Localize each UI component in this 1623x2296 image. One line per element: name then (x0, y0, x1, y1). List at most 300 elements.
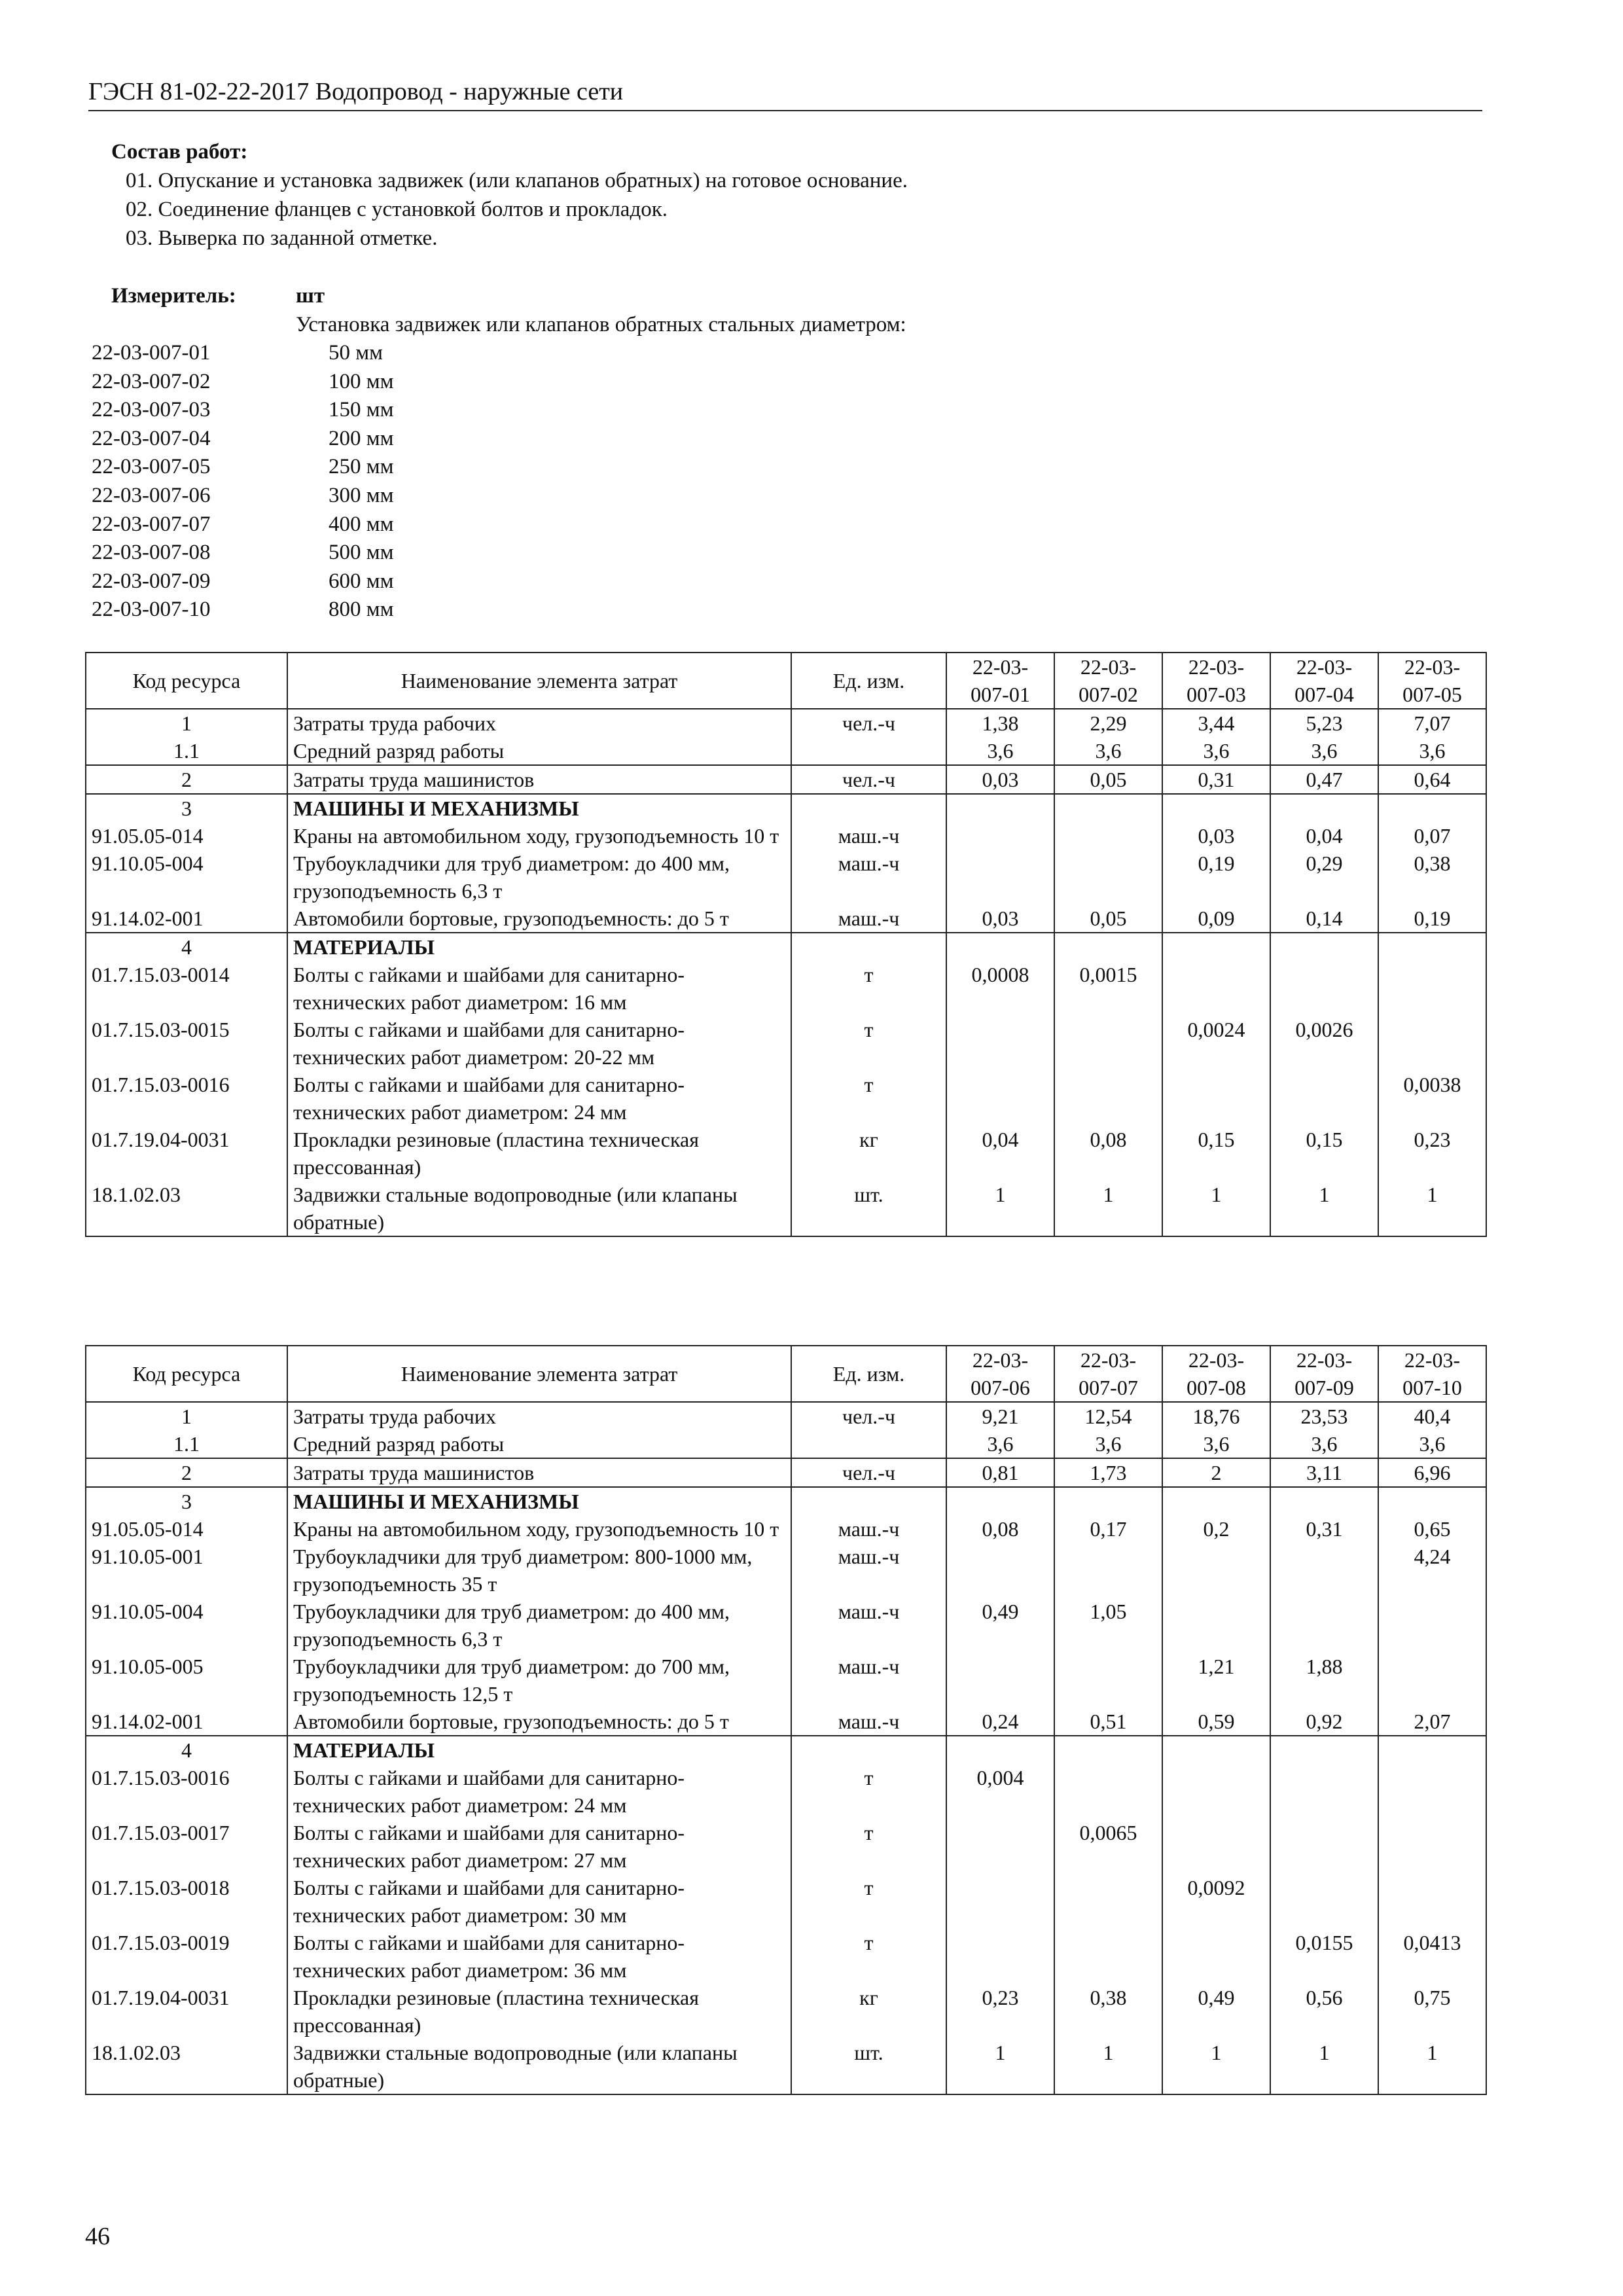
resource-code: 01.7.19.04-0031 (86, 1984, 287, 2039)
resource-value: 0,14 (1270, 905, 1378, 933)
resource-unit: маш.-ч (791, 1515, 946, 1543)
resource-value: 1,88 (1270, 1653, 1378, 1708)
resource-value (1054, 1736, 1162, 1764)
resource-value: 0,23 (1378, 1126, 1486, 1181)
resource-name: Болты с гайками и шайбами для санитарно-технических работ диаметром: 36 мм (287, 1929, 791, 1984)
resource-value (1054, 822, 1162, 850)
resource-table-1 (85, 652, 1487, 1237)
resource-value: 0,51 (1054, 1708, 1162, 1736)
resource-value: 0,75 (1378, 1984, 1486, 2039)
table-row (86, 1402, 1486, 1430)
resource-value (1162, 1819, 1270, 1874)
table-row (86, 765, 1486, 794)
resource-value: 6,96 (1378, 1458, 1486, 1487)
resource-value: 1 (946, 2039, 1054, 2094)
resource-value (1054, 1487, 1162, 1515)
resource-value: 0,0092 (1162, 1874, 1270, 1929)
resource-value: 3,6 (1378, 737, 1486, 765)
norm-diameter: 50 мм (329, 341, 383, 365)
resource-name: Прокладки резиновые (пластина техническая прессованная) (287, 1126, 791, 1181)
resource-name: Болты с гайками и шайбами для санитарно-технических работ диаметром: 27 мм (287, 1819, 791, 1874)
resource-value (946, 1819, 1054, 1874)
resource-value (946, 1929, 1054, 1984)
norm-code: 22-03-007-07 (92, 512, 211, 536)
resource-value (1270, 1874, 1378, 1929)
resource-value (1162, 1543, 1270, 1598)
resource-unit: чел.-ч (791, 1458, 946, 1487)
resource-name: МАШИНЫ И МЕХАНИЗМЫ (287, 1487, 791, 1515)
header-norm-part: 22-03- (1188, 1348, 1245, 1372)
resource-unit: шт. (791, 1181, 946, 1236)
resource-value: 0,03 (946, 905, 1054, 933)
resource-value (946, 1874, 1054, 1929)
resource-value: 5,23 (1270, 709, 1378, 737)
resource-unit: маш.-ч (791, 1543, 946, 1598)
table-row (86, 737, 1486, 765)
resource-name: Задвижки стальные водопроводные (или клапаны обратные) (287, 2039, 791, 2094)
resource-code: 1.1 (86, 1430, 287, 1458)
resource-value: 0,49 (1162, 1984, 1270, 2039)
resource-value (946, 1487, 1054, 1515)
resource-unit: т (791, 961, 946, 1016)
header-code: Код ресурса (86, 653, 287, 709)
resource-value: 0,24 (946, 1708, 1054, 1736)
resource-value: 0,81 (946, 1458, 1054, 1487)
resource-value: 0,29 (1270, 850, 1378, 905)
resource-value: 0,23 (946, 1984, 1054, 2039)
resource-value: 0,31 (1270, 1515, 1378, 1543)
resource-value (1378, 933, 1486, 961)
resource-value: 1 (946, 1181, 1054, 1236)
resource-name: Затраты труда машинистов (287, 1458, 791, 1487)
work-item: 01. Опускание и установка задвижек (или клапанов обратных) на готовое основание. (126, 169, 908, 192)
resource-unit: т (791, 1874, 946, 1929)
header-name: Наименование элемента затрат (287, 653, 791, 709)
table-row (86, 1181, 1486, 1236)
norm-diameter: 150 мм (329, 398, 394, 422)
resource-code: 18.1.02.03 (86, 1181, 287, 1236)
resource-value: 2 (1162, 1458, 1270, 1487)
norm-code: 22-03-007-02 (92, 369, 211, 393)
header-norm-part: 22-03- (1296, 655, 1353, 679)
work-item: 03. Выверка по заданной отметке. (126, 226, 438, 250)
resource-name: Болты с гайками и шайбами для санитарно-технических работ диаметром: 24 мм (287, 1071, 791, 1126)
resource-value (1270, 1819, 1378, 1874)
table-row (86, 822, 1486, 850)
resource-value: 0,07 (1378, 822, 1486, 850)
resource-value: 2,07 (1378, 1708, 1486, 1736)
table-row (86, 1543, 1486, 1598)
resource-value: 3,6 (1270, 1430, 1378, 1458)
resource-name: Трубоукладчики для труб диаметром: до 400 мм, грузоподъемность 6,3 т (287, 850, 791, 905)
header-norm-column (1378, 653, 1486, 709)
resource-value: 3,44 (1162, 709, 1270, 737)
resource-code: 1.1 (86, 737, 287, 765)
table-row (86, 1071, 1486, 1126)
resource-value: 1,21 (1162, 1653, 1270, 1708)
resource-code: 4 (86, 933, 287, 961)
norm-diameter: 600 мм (329, 569, 394, 593)
resource-name: Болты с гайками и шайбами для санитарно-технических работ диаметром: 30 мм (287, 1874, 791, 1929)
norm-codes-list (92, 339, 394, 624)
resource-value (946, 794, 1054, 822)
resource-code: 91.14.02-001 (86, 1708, 287, 1736)
resource-code: 1 (86, 709, 287, 737)
resource-code: 91.10.05-004 (86, 1598, 287, 1653)
table-row (86, 1764, 1486, 1819)
resource-name: Задвижки стальные водопроводные (или клапаны обратные) (287, 1181, 791, 1236)
table-row (86, 905, 1486, 933)
resource-value (1162, 1598, 1270, 1653)
norm-diameter: 500 мм (329, 541, 394, 565)
resource-value: 1 (1378, 1181, 1486, 1236)
resource-value (946, 1543, 1054, 1598)
resource-code: 91.14.02-001 (86, 905, 287, 933)
header-norm-part: 007-02 (1079, 683, 1138, 706)
resource-value: 0,04 (946, 1126, 1054, 1181)
resource-value: 3,11 (1270, 1458, 1378, 1487)
resource-value: 3,6 (1378, 1430, 1486, 1458)
resource-name: Болты с гайками и шайбами для санитарно-технических работ диаметром: 20-22 мм (287, 1016, 791, 1071)
resource-name: МАШИНЫ И МЕХАНИЗМЫ (287, 794, 791, 822)
resource-value (1162, 1071, 1270, 1126)
resource-value: 1 (1054, 1181, 1162, 1236)
resource-value (1270, 1071, 1378, 1126)
measure-unit: шт (296, 284, 325, 308)
table-row (86, 2039, 1486, 2094)
resource-value: 0,0413 (1378, 1929, 1486, 1984)
resource-unit: маш.-ч (791, 1653, 946, 1708)
resource-value: 7,07 (1378, 709, 1486, 737)
resource-value: 0,92 (1270, 1708, 1378, 1736)
resource-value: 0,49 (946, 1598, 1054, 1653)
resource-value: 0,56 (1270, 1984, 1378, 2039)
resource-code: 91.10.05-005 (86, 1653, 287, 1708)
table-row (86, 1598, 1486, 1653)
resource-unit (791, 1430, 946, 1458)
resource-value: 0,0015 (1054, 961, 1162, 1016)
norm-diameter: 100 мм (329, 369, 394, 393)
header-norm-part: 22-03- (1188, 655, 1245, 679)
resource-value (1054, 1764, 1162, 1819)
header-norm-part: 22-03- (972, 655, 1029, 679)
norm-code: 22-03-007-08 (92, 541, 211, 565)
resource-value: 18,76 (1162, 1402, 1270, 1430)
resource-value (1378, 1736, 1486, 1764)
table-row (86, 1458, 1486, 1487)
resource-code: 01.7.15.03-0015 (86, 1016, 287, 1071)
resource-value (946, 1736, 1054, 1764)
resource-value: 0,47 (1270, 765, 1378, 794)
norm-diameter: 400 мм (329, 512, 394, 536)
resource-value: 3,6 (1054, 1430, 1162, 1458)
table-row (86, 1984, 1486, 2039)
table-row (86, 1487, 1486, 1515)
resource-value: 40,4 (1378, 1402, 1486, 1430)
resource-value: 1,38 (946, 709, 1054, 737)
resource-name: МАТЕРИАЛЫ (287, 1736, 791, 1764)
resource-value: 1 (1270, 1181, 1378, 1236)
resource-value (1054, 1874, 1162, 1929)
header-norm-column (1054, 1346, 1162, 1402)
resource-value (1378, 1653, 1486, 1708)
header-norm-part: 22-03- (1296, 1348, 1353, 1372)
resource-value (1054, 1929, 1162, 1984)
resource-value (1378, 794, 1486, 822)
resource-value: 3,6 (1054, 737, 1162, 765)
resource-unit: шт. (791, 2039, 946, 2094)
norm-code: 22-03-007-03 (92, 398, 211, 422)
resource-code: 01.7.15.03-0016 (86, 1071, 287, 1126)
table-header-row (86, 1346, 1486, 1402)
table-row (86, 1515, 1486, 1543)
resource-unit: маш.-ч (791, 850, 946, 905)
table-row (86, 961, 1486, 1016)
resource-value (1162, 1764, 1270, 1819)
resource-value (946, 1071, 1054, 1126)
header-norm-column (946, 1346, 1054, 1402)
page-number: 46 (85, 2223, 110, 2250)
resource-unit: кг (791, 1984, 946, 2039)
resource-value: 3,6 (1270, 737, 1378, 765)
header-norm-part: 22-03- (1404, 655, 1461, 679)
resource-value: 1 (1378, 2039, 1486, 2094)
resource-value (1162, 1487, 1270, 1515)
norm-code-row (92, 453, 394, 482)
resource-value (1378, 1016, 1486, 1071)
header-unit: Ед. изм. (791, 653, 946, 709)
resource-code: 91.05.05-014 (86, 1515, 287, 1543)
resource-value: 3,6 (946, 737, 1054, 765)
resource-code: 01.7.15.03-0014 (86, 961, 287, 1016)
resource-code: 18.1.02.03 (86, 2039, 287, 2094)
table-row (86, 1708, 1486, 1736)
resource-name: Автомобили бортовые, грузоподъемность: до 5 т (287, 1708, 791, 1736)
norm-code-row (92, 596, 394, 624)
resource-value (1054, 933, 1162, 961)
resource-value: 0,0008 (946, 961, 1054, 1016)
resource-unit (791, 794, 946, 822)
table-row (86, 1819, 1486, 1874)
resource-table-2 (85, 1345, 1487, 2095)
resource-unit: т (791, 1071, 946, 1126)
resource-name: Автомобили бортовые, грузоподъемность: до 5 т (287, 905, 791, 933)
resource-value: 0,19 (1378, 905, 1486, 933)
resource-code: 91.10.05-004 (86, 850, 287, 905)
norm-code-row (92, 339, 394, 368)
table-row (86, 850, 1486, 905)
resource-value: 0,0155 (1270, 1929, 1378, 1984)
norm-diameter: 800 мм (329, 598, 394, 622)
resource-value (1378, 961, 1486, 1016)
header-norm-column (1162, 1346, 1270, 1402)
resource-value (1054, 1653, 1162, 1708)
resource-value: 0,2 (1162, 1515, 1270, 1543)
resource-value: 0,0038 (1378, 1071, 1486, 1126)
resource-value (1270, 1736, 1378, 1764)
norm-code-row (92, 396, 394, 425)
resource-name: Прокладки резиновые (пластина техническая прессованная) (287, 1984, 791, 2039)
table-row (86, 1016, 1486, 1071)
table-row (86, 709, 1486, 737)
resource-code: 2 (86, 765, 287, 794)
header-name: Наименование элемента затрат (287, 1346, 791, 1402)
resource-value (946, 1016, 1054, 1071)
table-row (86, 1736, 1486, 1764)
norm-code-row (92, 567, 394, 596)
resource-unit: маш.-ч (791, 1708, 946, 1736)
table-row (86, 1874, 1486, 1929)
norm-diameter: 200 мм (329, 426, 394, 450)
resource-value: 0,0065 (1054, 1819, 1162, 1874)
resource-code: 4 (86, 1736, 287, 1764)
table-row (86, 1929, 1486, 1984)
resource-name: Затраты труда машинистов (287, 765, 791, 794)
resource-value (1054, 794, 1162, 822)
header-norm-part: 007-03 (1186, 683, 1246, 706)
header-unit: Ед. изм. (791, 1346, 946, 1402)
resource-value (1162, 933, 1270, 961)
resource-value: 2,29 (1054, 709, 1162, 737)
resource-value: 0,0026 (1270, 1016, 1378, 1071)
norm-code-row (92, 425, 394, 454)
resource-value (946, 850, 1054, 905)
header-norm-part: 007-05 (1402, 683, 1462, 706)
resource-value (1270, 1764, 1378, 1819)
resource-unit (791, 933, 946, 961)
resource-value: 23,53 (1270, 1402, 1378, 1430)
resource-value (946, 822, 1054, 850)
norm-code-row (92, 368, 394, 397)
resource-value: 1,05 (1054, 1598, 1162, 1653)
resource-value (1054, 1543, 1162, 1598)
resource-value: 1 (1270, 2039, 1378, 2094)
resource-value: 0,65 (1378, 1515, 1486, 1543)
resource-value: 3,6 (1162, 737, 1270, 765)
norm-code: 22-03-007-04 (92, 426, 211, 450)
resource-value (1162, 1929, 1270, 1984)
resource-code: 01.7.15.03-0019 (86, 1929, 287, 1984)
resource-value: 1 (1162, 1181, 1270, 1236)
header-norm-column (1270, 653, 1378, 709)
header-norm-column (1270, 1346, 1378, 1402)
resource-unit: маш.-ч (791, 822, 946, 850)
work-composition-heading: Состав работ: (111, 140, 248, 164)
resource-value: 0,38 (1054, 1984, 1162, 2039)
resource-value (1378, 1598, 1486, 1653)
resource-value: 0,64 (1378, 765, 1486, 794)
header-norm-part: 22-03- (1404, 1348, 1461, 1372)
norm-code: 22-03-007-01 (92, 341, 211, 365)
resource-value (1270, 1487, 1378, 1515)
resource-value (1054, 1016, 1162, 1071)
norm-code-row (92, 539, 394, 567)
header-norm-column (1162, 653, 1270, 709)
resource-name: Краны на автомобильном ходу, грузоподъемность 10 т (287, 1515, 791, 1543)
resource-value (1054, 850, 1162, 905)
norm-code: 22-03-007-09 (92, 569, 211, 593)
resource-value (1054, 1071, 1162, 1126)
norm-code-row (92, 482, 394, 511)
resource-value: 12,54 (1054, 1402, 1162, 1430)
document-header: ГЭСН 81-02-22-2017 Водопровод - наружные сети (88, 73, 1482, 111)
resource-name: Трубоукладчики для труб диаметром: до 400 мм, грузоподъемность 6,3 т (287, 1598, 791, 1653)
header-norm-part: 007-06 (971, 1376, 1030, 1399)
header-norm-part: 007-01 (971, 683, 1030, 706)
resource-unit: чел.-ч (791, 765, 946, 794)
resource-value (946, 1653, 1054, 1708)
resource-unit (791, 1736, 946, 1764)
resource-value (1378, 1819, 1486, 1874)
table-row (86, 794, 1486, 822)
resource-unit: т (791, 1929, 946, 1984)
table-row (86, 933, 1486, 961)
resource-value (1378, 1764, 1486, 1819)
header-code: Код ресурса (86, 1346, 287, 1402)
norm-code: 22-03-007-10 (92, 598, 211, 622)
resource-unit: кг (791, 1126, 946, 1181)
resource-code: 2 (86, 1458, 287, 1487)
resource-value: 0,0024 (1162, 1016, 1270, 1071)
table-header-row (86, 653, 1486, 709)
header-norm-part: 22-03- (972, 1348, 1029, 1372)
table-row (86, 1430, 1486, 1458)
resource-unit: маш.-ч (791, 905, 946, 933)
work-item: 02. Соединение фланцев с установкой болтов и прокладок. (126, 198, 668, 221)
header-norm-part: 22-03- (1080, 1348, 1137, 1372)
header-norm-part: 007-04 (1294, 683, 1354, 706)
resource-name: Трубоукладчики для труб диаметром: до 700 мм, грузоподъемность 12,5 т (287, 1653, 791, 1708)
resource-code: 01.7.15.03-0017 (86, 1819, 287, 1874)
resource-value (1162, 794, 1270, 822)
resource-code: 01.7.15.03-0016 (86, 1764, 287, 1819)
resource-unit (791, 1487, 946, 1515)
resource-value: 0,59 (1162, 1708, 1270, 1736)
resource-value (1270, 961, 1378, 1016)
resource-value: 4,24 (1378, 1543, 1486, 1598)
resource-value: 0,04 (1270, 822, 1378, 850)
resource-code: 01.7.15.03-0018 (86, 1874, 287, 1929)
norms-title: Установка задвижек или клапанов обратных стальных диаметром: (296, 313, 906, 336)
resource-unit: т (791, 1764, 946, 1819)
resource-unit (791, 737, 946, 765)
resource-value (946, 933, 1054, 961)
header-norm-part: 007-08 (1186, 1376, 1246, 1399)
resource-code: 3 (86, 1487, 287, 1515)
work-composition (111, 137, 908, 253)
header-norm-part: 007-07 (1079, 1376, 1138, 1399)
resource-unit: чел.-ч (791, 1402, 946, 1430)
resource-value: 0,15 (1162, 1126, 1270, 1181)
resource-value: 1,73 (1054, 1458, 1162, 1487)
resource-value: 0,15 (1270, 1126, 1378, 1181)
resource-value (1270, 1598, 1378, 1653)
resource-unit: т (791, 1016, 946, 1071)
resource-name: Трубоукладчики для труб диаметром: 800-1000 мм, грузоподъемность 35 т (287, 1543, 791, 1598)
table-row (86, 1653, 1486, 1708)
resource-unit: маш.-ч (791, 1598, 946, 1653)
norm-code: 22-03-007-06 (92, 483, 211, 507)
header-norm-part: 22-03- (1080, 655, 1137, 679)
resource-code: 3 (86, 794, 287, 822)
norm-diameter: 300 мм (329, 483, 394, 507)
resource-value: 3,6 (946, 1430, 1054, 1458)
measure-label: Измеритель: (111, 284, 236, 308)
resource-value: 0,004 (946, 1764, 1054, 1819)
resource-value: 0,03 (1162, 822, 1270, 850)
resource-name: Затраты труда рабочих (287, 709, 791, 737)
resource-code: 01.7.19.04-0031 (86, 1126, 287, 1181)
